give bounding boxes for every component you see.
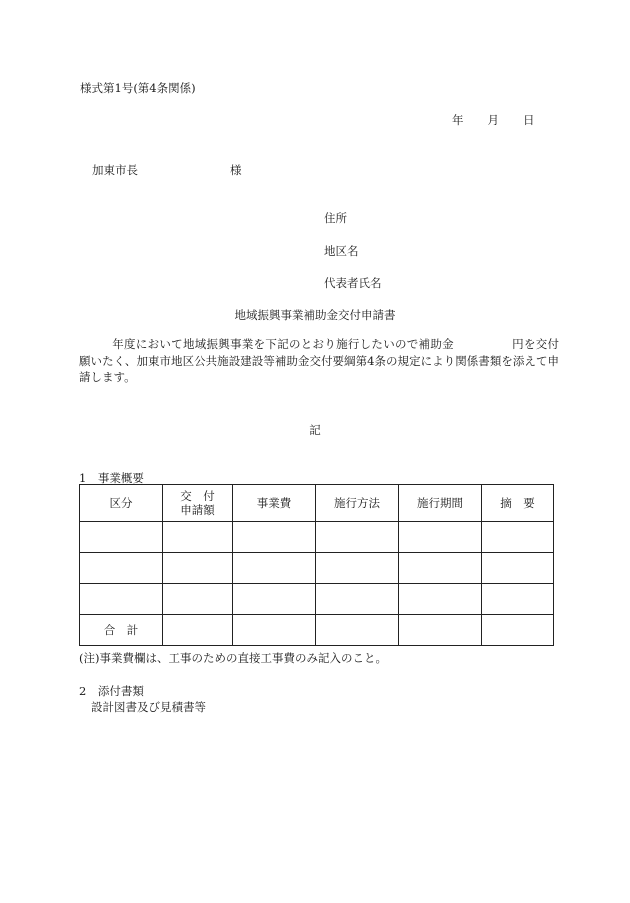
col-header-category: 区分 [80,485,163,522]
ki-heading: 記 [309,423,321,437]
total-label: 合 計 [80,615,163,646]
applicant-address-label: 住所 [324,211,347,225]
attachment-item: 設計図書及び見積書等 [91,700,206,714]
form-number: 様式第1号(第4条関係) [80,81,196,95]
body-text-part2: 円を交付願いたく、加東市地区公共施設建設等補助金交付要綱第4条の規定により関係書類を添えて申請します。 [79,337,560,384]
col-header-construction-period: 施行期間 [399,485,482,522]
table-row [80,584,554,615]
project-summary-table [79,484,554,646]
col-header-requested-amount: 交 付 申請額 [163,485,233,522]
col-header-project-cost: 事業費 [233,485,316,522]
applicant-district-label: 地区名 [324,244,359,258]
table-row [80,553,554,584]
addressee-honorific: 様 [230,163,242,177]
body-text-part1: 年度において地域振興事業を下記のとおり施行したいので補助金 [112,337,454,351]
table-note: (注)事業費欄は、工事のための直接工事費のみ記入のこと。 [79,651,387,665]
col-header-construction-method: 施行方法 [316,485,399,522]
applicant-representative-label: 代表者氏名 [324,276,382,290]
date-line [452,112,535,128]
section1-heading: 1 事業概要 [79,471,144,485]
table-total-row [80,615,554,646]
date-day-label: 日 [523,113,535,127]
date-year-label: 年 [452,113,464,127]
table-header-row [80,485,554,522]
date-month-label: 月 [487,113,499,127]
addressee-name: 加東市長 [92,163,138,177]
section2-heading: 2 添付書類 [79,684,144,698]
document-title: 地域振興事業補助金交付申請書 [234,308,396,322]
col-header-remarks: 摘 要 [482,485,554,522]
application-body-text [79,336,559,386]
table-row [80,522,554,553]
